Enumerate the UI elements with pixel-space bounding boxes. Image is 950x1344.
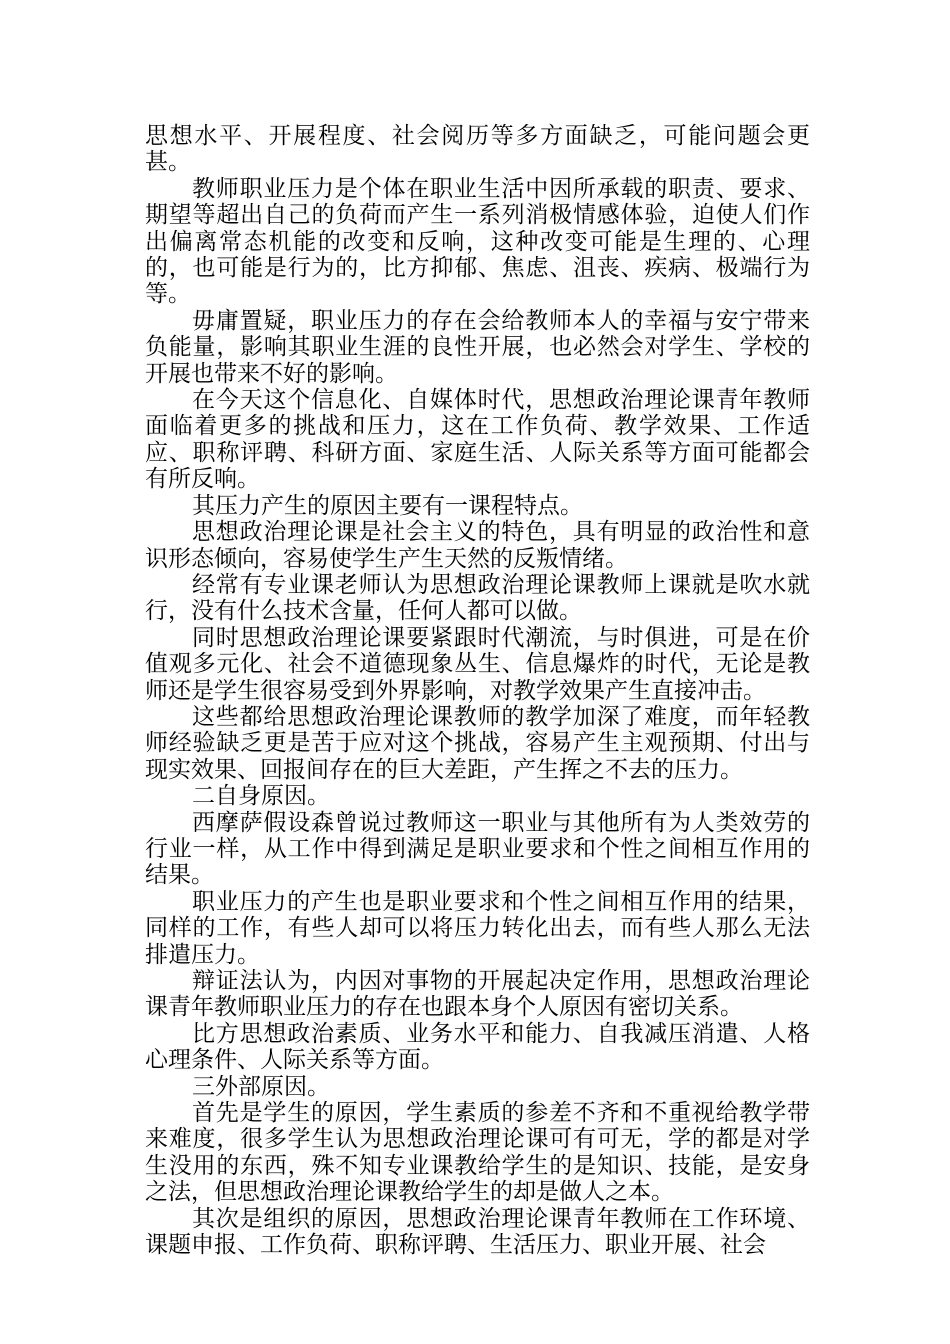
paragraph: 这些都给思想政治理论课教师的教学加深了难度，而年轻教师经验缺乏更是苦于应对这个挑战，容易产生主观预期、付出与现实效果、回报间存在的巨大差距，产生挥之不去的压力。	[145, 703, 810, 783]
section-heading: 三外部原因。	[192, 1073, 330, 1100]
paragraph: 职业压力的产生也是职业要求和个性之间相互作用的结果，同样的工作，有些人却可以将压力转化出去，而有些人那么无法排遣压力。	[145, 888, 810, 968]
paragraph: 辩证法认为，内因对事物的开展起决定作用，思想政治理论课青年教师职业压力的存在也跟本身个人原因有密切关系。	[145, 968, 810, 1021]
document-body	[145, 123, 810, 1258]
paragraph: 其压力产生的原因主要有一课程特点。	[192, 492, 583, 519]
paragraph-continuation: 思想水平、开展程度、社会阅历等多方面缺乏，可能问题会更甚。	[145, 123, 810, 176]
paragraph: 同时思想政治理论课要紧跟时代潮流，与时俱进，可是在价值观多元化、社会不道德现象丛生、信息爆炸的时代，无论是教师还是学生很容易受到外界影响，对教学效果产生直接冲击。	[145, 624, 810, 704]
paragraph: 在今天这个信息化、自媒体时代，思想政治理论课青年教师面临着更多的挑战和压力，这在工作负荷、教学效果、工作适应、职称评聘、科研方面、家庭生活、人际关系等方面可能都会有所反响。	[145, 387, 810, 493]
paragraph: 教师职业压力是个体在职业生活中因所承载的职责、要求、期望等超出自己的负荷而产生一系列消极情感体验，迫使人们作出偏离常态机能的改变和反响，这种改变可能是生理的、心理的，也可能是行为的，比方抑郁、焦虑、沮丧、疾病、极端行为等。	[145, 175, 810, 308]
paragraph: 经常有专业课老师认为思想政治理论课教师上课就是吹水就行，没有什么技术含量，任何人都可以做。	[145, 571, 810, 625]
paragraph: 西摩萨假设森曾说过教师这一职业与其他所有为人类效劳的行业一样，从工作中得到满足是职业要求和个性之间相互作用的结果。	[145, 809, 810, 889]
paragraph: 比方思想政治素质、业务水平和能力、自我减压消遣、人格心理条件、人际关系等方面。	[145, 1020, 810, 1074]
paragraph: 毋庸置疑，职业压力的存在会给教师本人的幸福与安宁带来负能量，影响其职业生涯的良性开展，也必然会对学生、学校的开展也带来不好的影响。	[145, 307, 810, 387]
section-heading: 二自身原因。	[192, 783, 330, 810]
paragraph: 其次是组织的原因，思想政治理论课青年教师在工作环境、课题申报、工作负荷、职称评聘、生活压力、职业开展、社会	[145, 1205, 810, 1259]
paragraph: 首先是学生的原因，学生素质的参差不齐和不重视给教学带来难度，很多学生认为思想政治理论课可有可无，学的都是对学生没用的东西，殊不知专业课教给学生的是知识、技能，是安身之法，但思想政治理论课教给学生的却是做人之本。	[145, 1100, 810, 1206]
paragraph: 思想政治理论课是社会主义的特色，具有明显的政治性和意识形态倾向，容易使学生产生天然的反叛情绪。	[145, 519, 810, 572]
